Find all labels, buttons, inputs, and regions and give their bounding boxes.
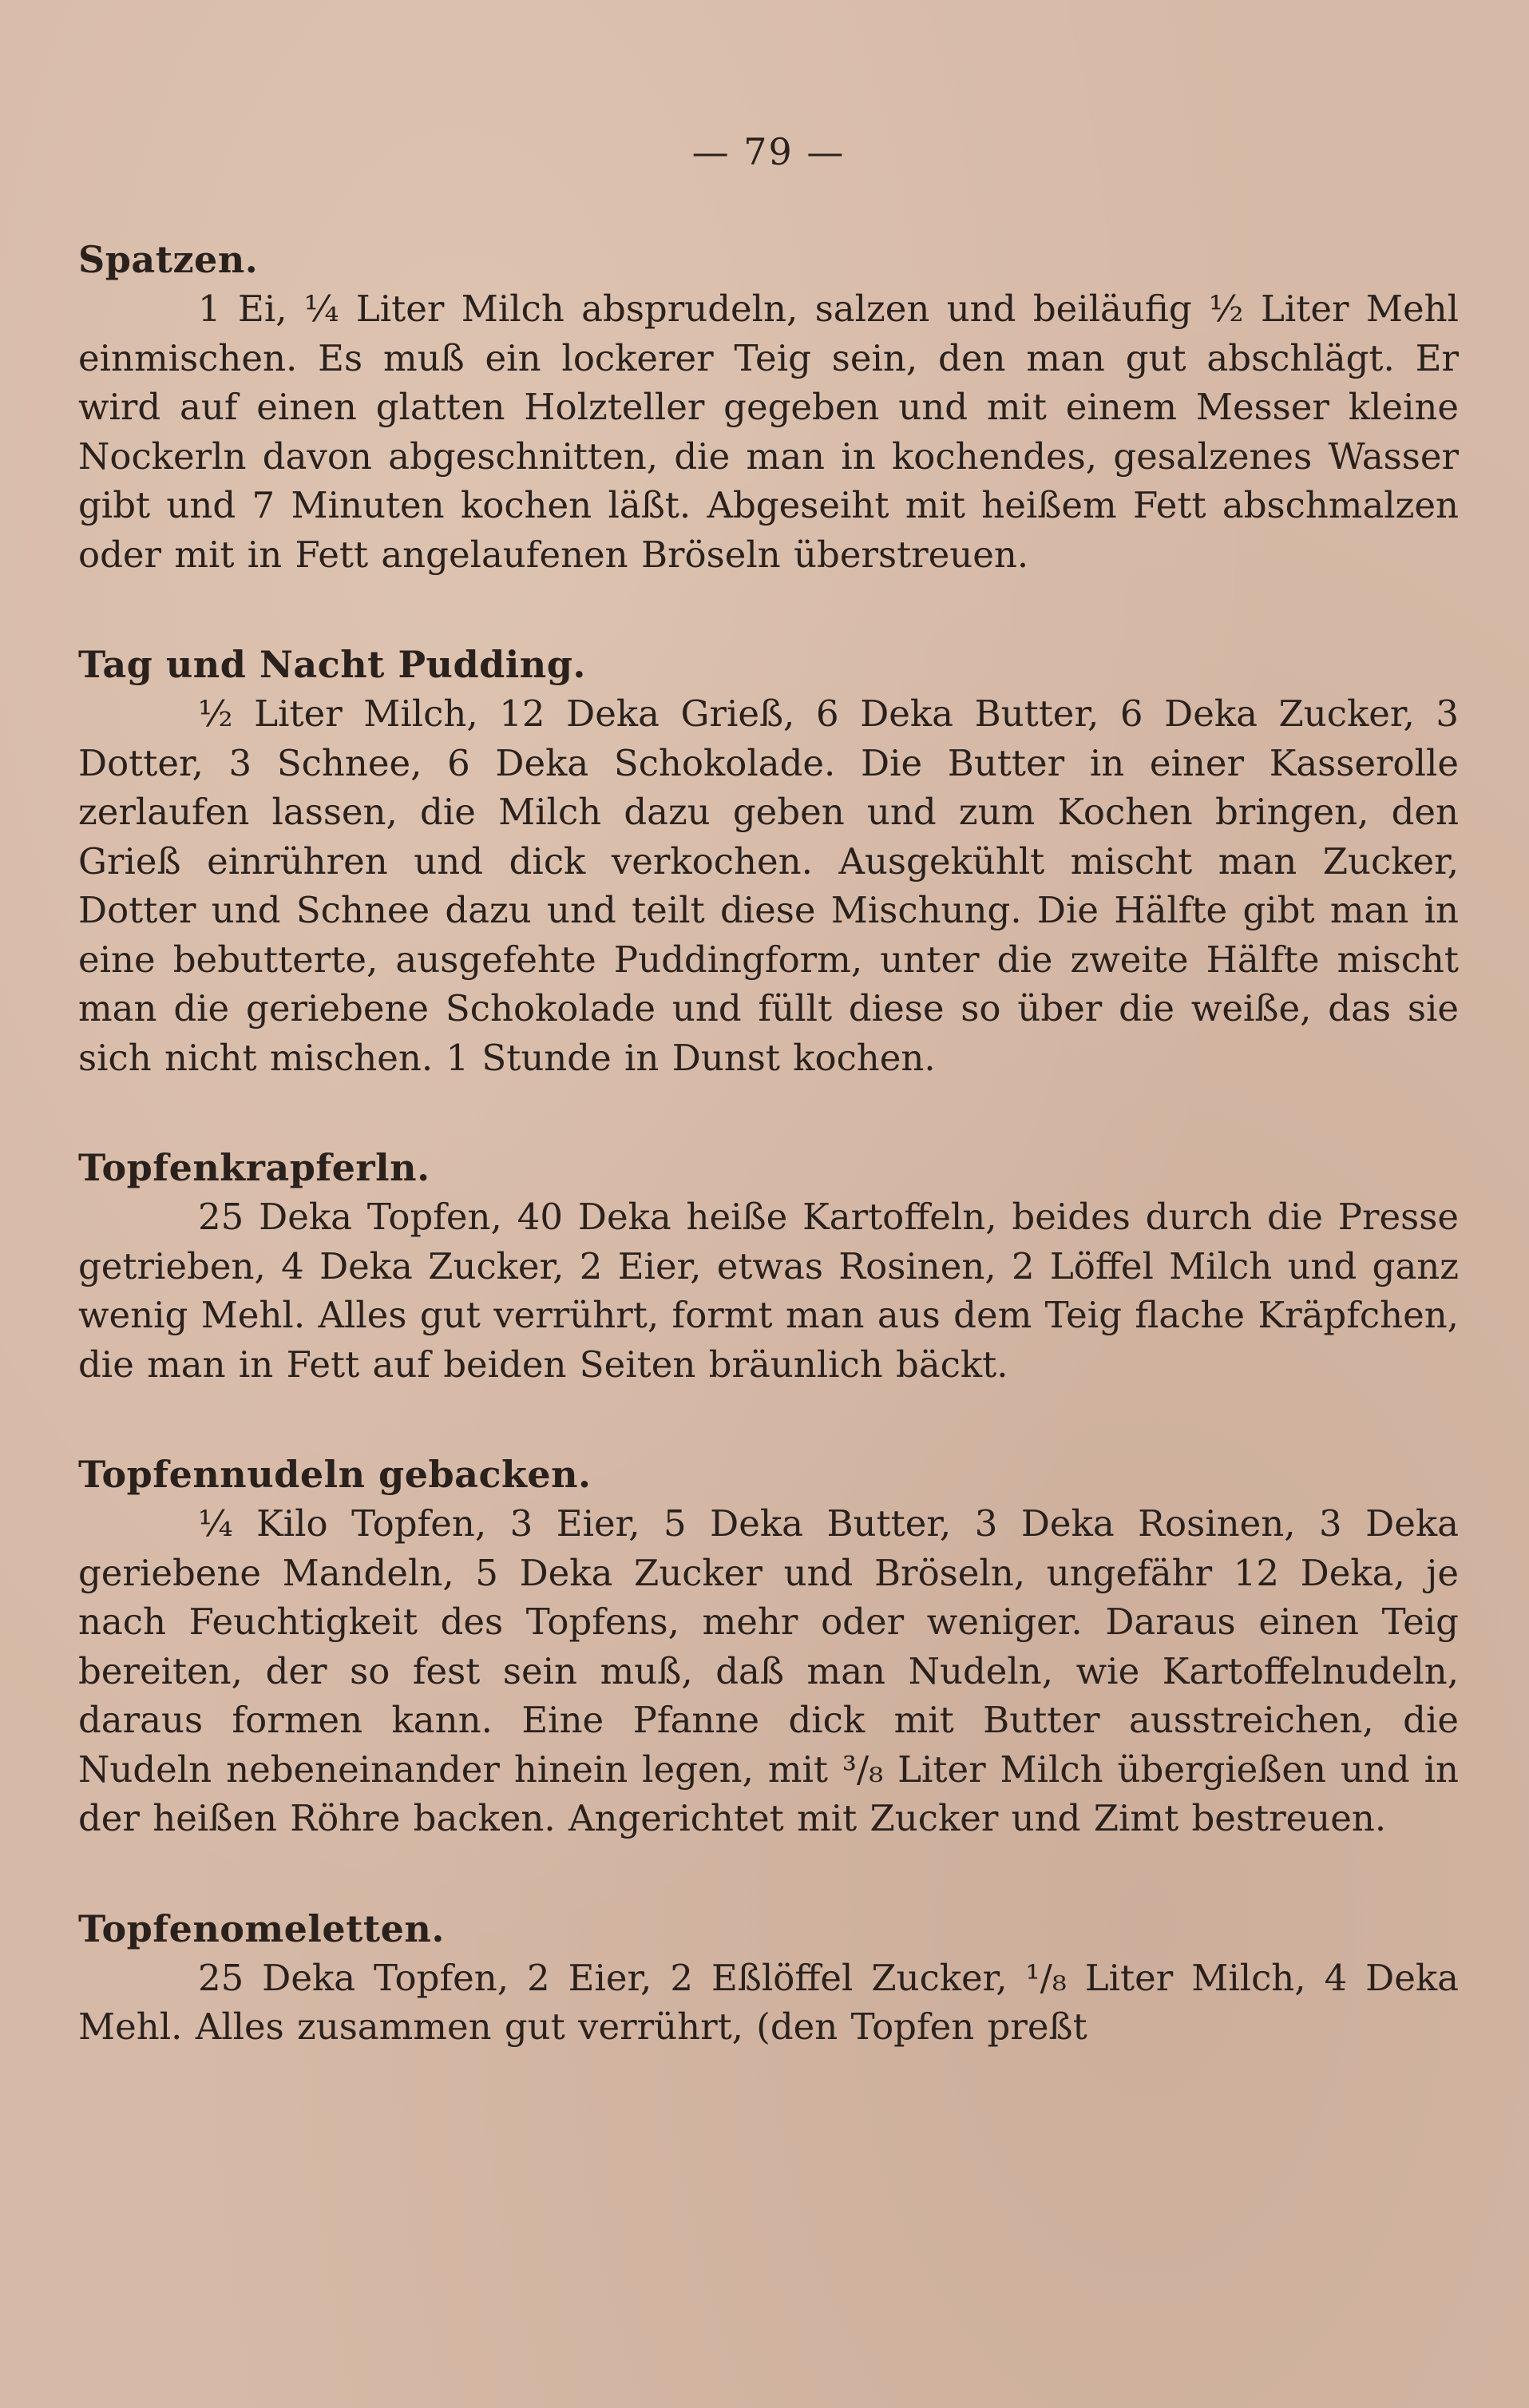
recipe-text: 25 Deka Topfen, 40 Deka heiße Kartoffeln, beides durch die Presse getrieben, 4 Deka Zucker, 2 Eier, etwas Rosinen, 2 Löffel Milch und ganz wenig Mehl. Alles gut verrührt, formt man aus dem Teig flache Kräpfchen, die man in Fett auf beiden Seiten bräunlich bäckt. xyxy=(78,1196,1459,1386)
recipe-topfennudeln-gebacken xyxy=(78,1450,1459,1843)
recipe-text: 1 Ei, ¼ Liter Milch absprudeln, salzen und beiläufig ½ Liter Mehl einmischen. Es muß ein lockerer Teig sein, den man gut abschlägt. Er wird auf einen glatten Holzteller gegeben und mit einem Messer kleine Nockerln davon abgeschnitten, die man in kochendes, gesalzenes Wasser gibt und 7 Minuten kochen läßt. Abgeseiht mit heißem Fett abschmalzen oder mit in Fett angelaufenen Bröseln überstreuen. xyxy=(78,288,1459,576)
page-number: — 79 — xyxy=(691,130,846,173)
recipe-title: Topfennudeln gebacken. xyxy=(78,1453,592,1496)
recipe-title: Tag und Nacht Pudding. xyxy=(78,643,586,686)
recipe-topfenomeletten xyxy=(78,1904,1459,2052)
recipe-tag-und-nacht-pudding xyxy=(78,640,1459,1082)
recipe-text: 25 Deka Topfen, 2 Eier, 2 Eßlöffel Zucker, ¹/₈ Liter Milch, 4 Deka Mehl. Alles zusammen gut verrührt, (den Topfen preßt xyxy=(78,1956,1459,2048)
recipe-title: Topfenkrapferln. xyxy=(78,1146,430,1189)
recipe-text: ½ Liter Milch, 12 Deka Grieß, 6 Deka Butter, 6 Deka Zucker, 3 Dotter, 3 Schnee, 6 Deka Schokolade. Die Butter in einer Kasserolle zerlaufen lassen, die Milch dazu geben und zum Kochen bringen, den Grieß einrühren und dick verkochen. Ausgekühlt mischt man Zucker, Dotter und Schnee dazu und teilt diese Mischung. Die Hälfte gibt man in eine bebutterte, ausgefehte Puddingform, unter die zweite Hälfte mischt man die geriebene Schokolade und füllt diese so über die weiße, das sie sich nicht mischen. 1 Stunde in Dunst kochen. xyxy=(78,692,1459,1079)
recipe-topfenkrapferln xyxy=(78,1143,1459,1389)
recipe-text: ¼ Kilo Topfen, 3 Eier, 5 Deka Butter, 3 Deka Rosinen, 3 Deka geriebene Mandeln, 5 Deka Zucker und Bröseln, ungefähr 12 Deka, je nach Feuchtigkeit des Topfens, mehr oder weniger. Daraus einen Teig bereiten, der so fest sein muß, daß man Nudeln, wie Kartoffelnudeln, daraus formen kann. Eine Pfanne dick mit Butter ausstreichen, die Nudeln nebeneinander hinein legen, mit ³/₈ Liter Milch übergießen und in der heißen Röhre backen. Angerichtet mit Zucker und Zimt bestreuen. xyxy=(78,1502,1459,1839)
recipe-title: Topfenomeletten. xyxy=(78,1906,445,1950)
recipe-title: Spatzen. xyxy=(78,238,259,281)
recipe-spatzen xyxy=(78,235,1459,579)
